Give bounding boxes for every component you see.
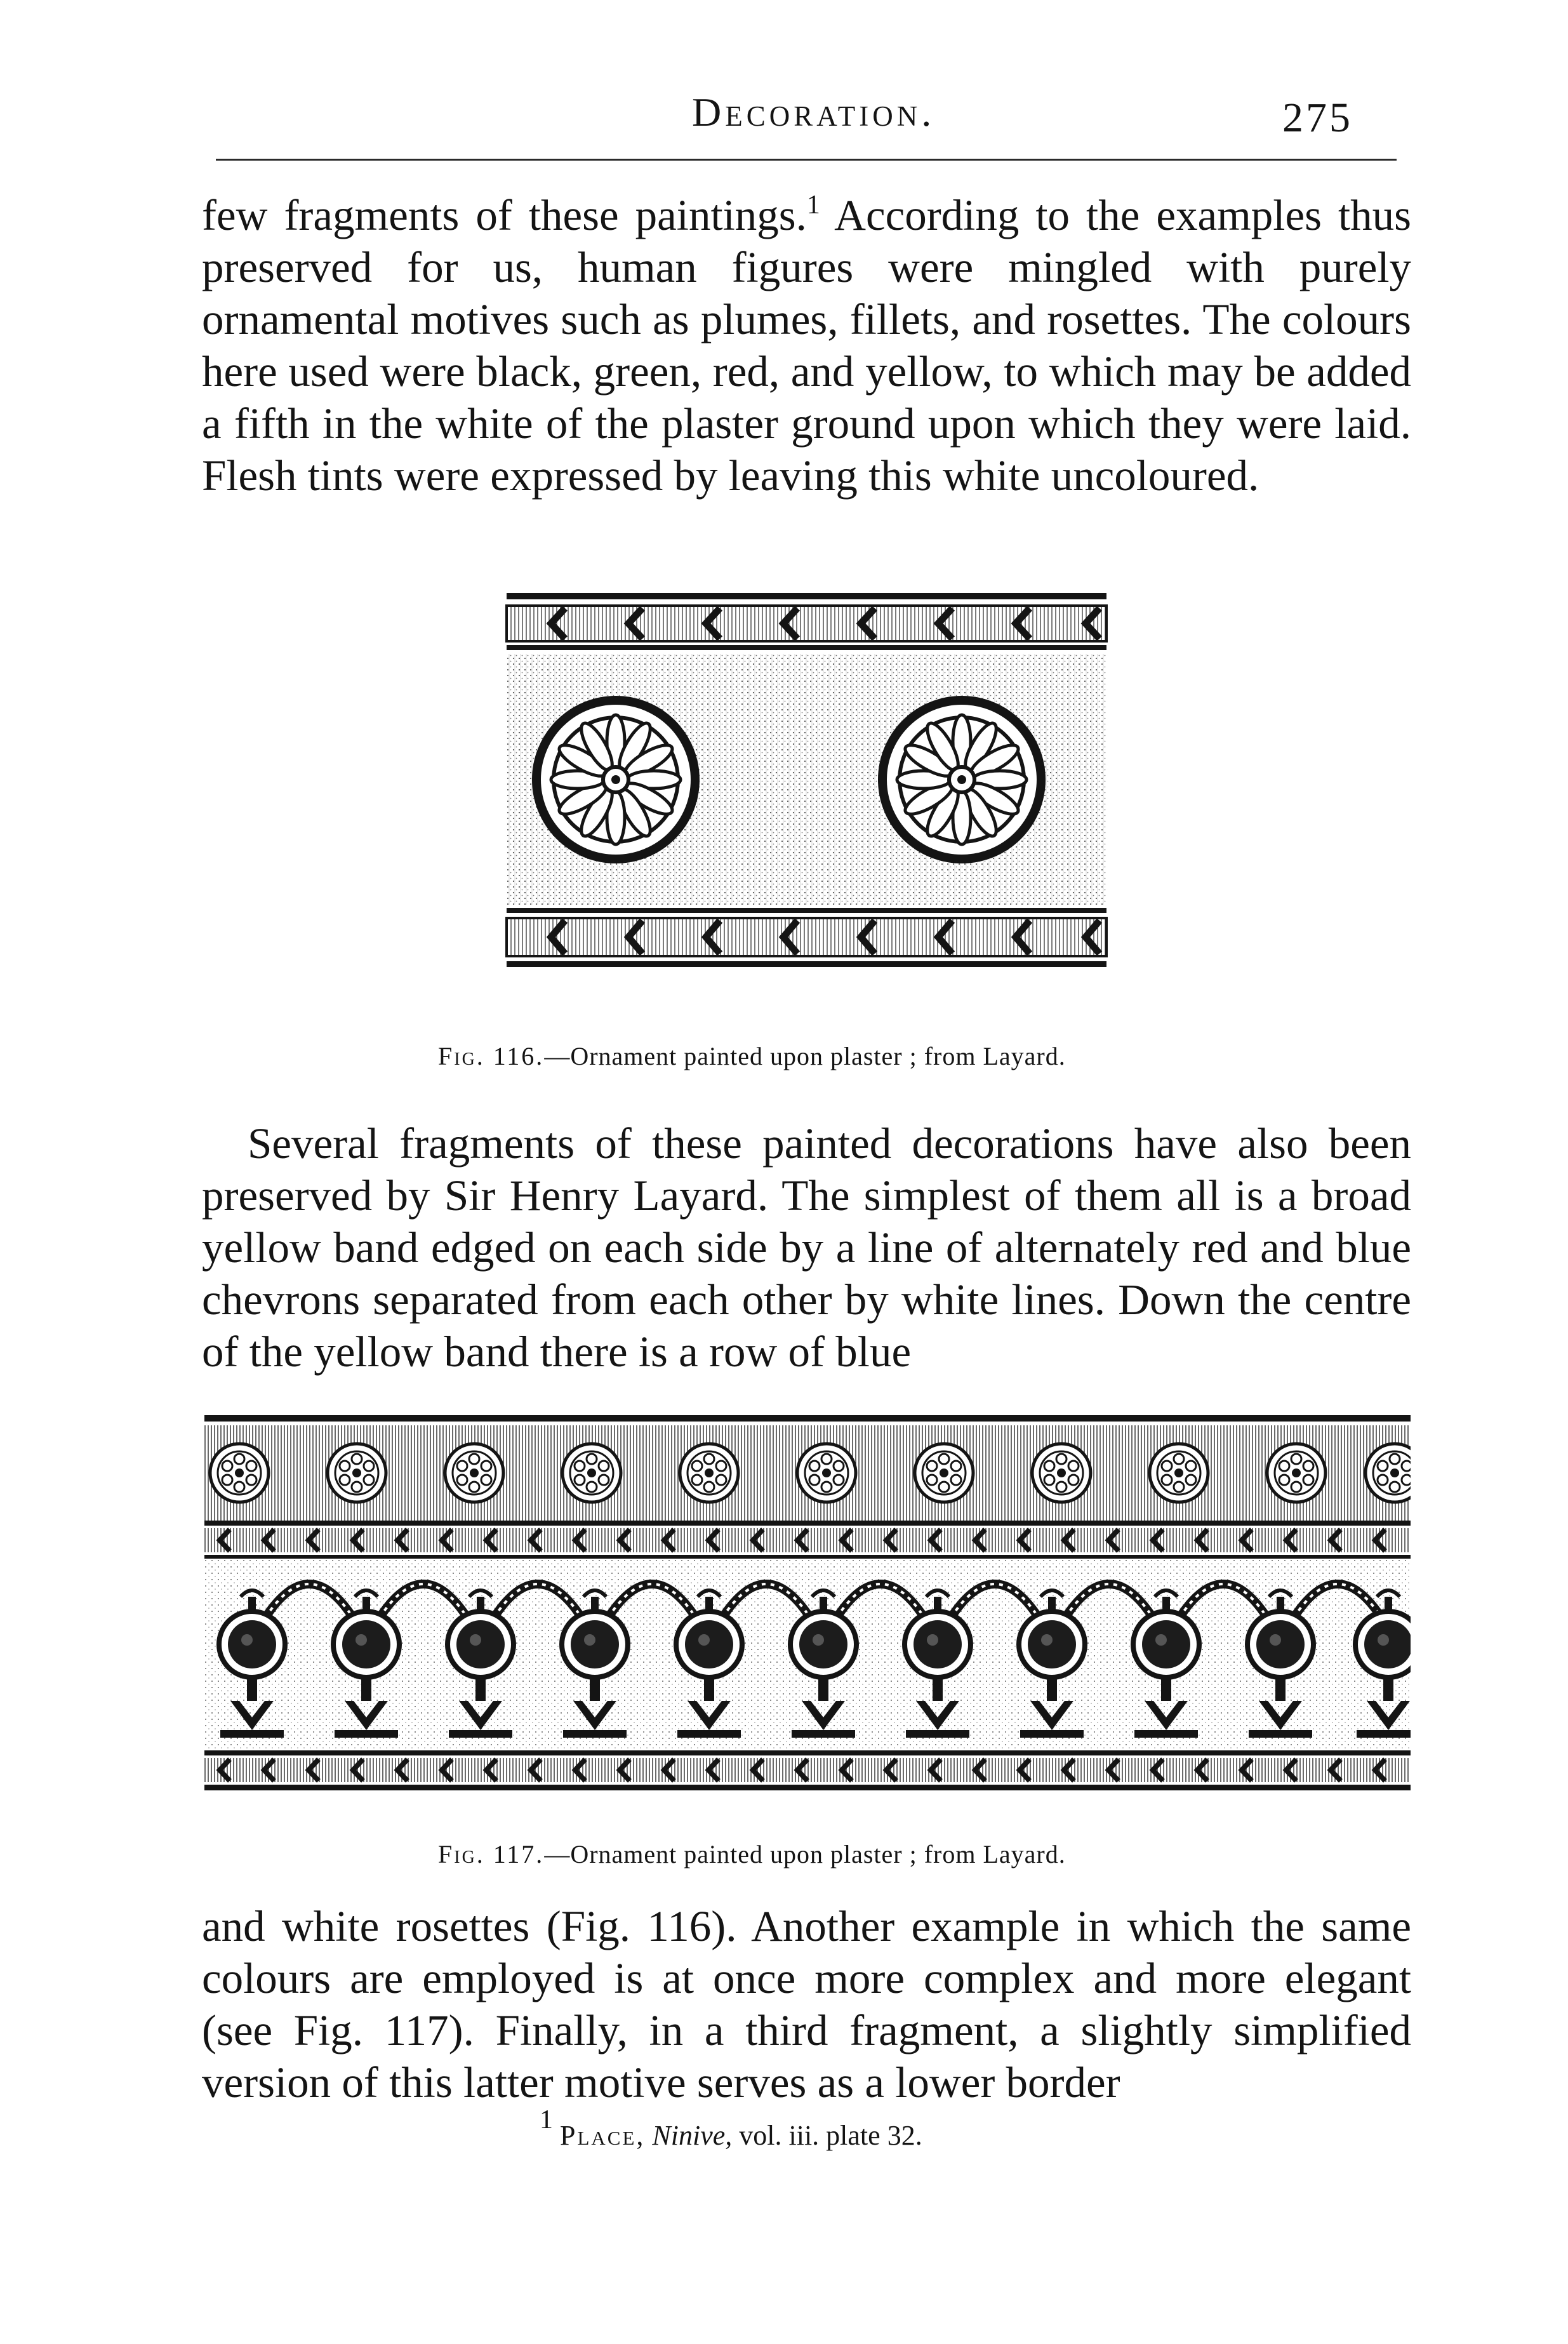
footnote-marker: 1 [540, 2105, 553, 2134]
figure-116-label: Fig. 116. [438, 1042, 545, 1070]
paragraph-1-rest: According to the examples thus preserved for us, human figures were mingled with purely ornamental motives such as plumes, fillets, and rosettes. The colours here used were black, green, red, and yellow, to which may be added a fifth in the white of the plaster ground upon which they were laid. Flesh tints were expressed by leaving this white uncoloured. [202, 191, 1411, 500]
figure-117-caption [438, 1839, 1066, 1869]
header-rule [216, 159, 1397, 161]
paragraph-1-lead: few fragments of these paintings. [202, 191, 807, 239]
figure-116-ornament [495, 583, 1117, 1008]
paragraph-2-text: Several fragments of these painted decorations have also been preserved by Sir Henry Layard. The simplest of them all is a broad yellow band edged on each side by a line of alternately red and blue chevrons separated from each other by white lines. Down the centre of the yellow band there is a row of blue [202, 1119, 1411, 1376]
paragraph-3 [202, 1900, 1411, 2108]
footnote-reference[interactable]: 1 [806, 190, 820, 220]
footnote [540, 2105, 922, 2152]
footnote-author: Place, [560, 2120, 646, 2151]
figure-117-caption-text: —Ornament painted upon plaster ; from Layard. [544, 1840, 1066, 1868]
paragraph-3-text: and white rosettes (Fig. 116). Another example in which the same colours are employed is at once more complex and more elegant (see Fig. 117). Finally, in a third fragment, a slightly simplified version of this latter motive serves as a lower border [202, 1902, 1411, 2107]
paragraph-2 [202, 1117, 1411, 1378]
footnote-title: Ninive, [652, 2120, 733, 2151]
figure-116-caption [438, 1041, 1066, 1071]
running-head-title: Decoration. [692, 90, 936, 135]
page-number: 275 [1282, 95, 1353, 141]
rosette-left [536, 700, 695, 859]
running-head [0, 89, 1568, 146]
figure-117-label: Fig. 117. [438, 1840, 545, 1868]
footnote-detail: vol. iii. plate 32. [732, 2120, 922, 2151]
paragraph-1 [202, 189, 1411, 502]
rosette-right [882, 700, 1041, 859]
figure-117-ornament [204, 1413, 1411, 1806]
figure-116-caption-text: —Ornament painted upon plaster ; from Layard. [544, 1042, 1066, 1070]
